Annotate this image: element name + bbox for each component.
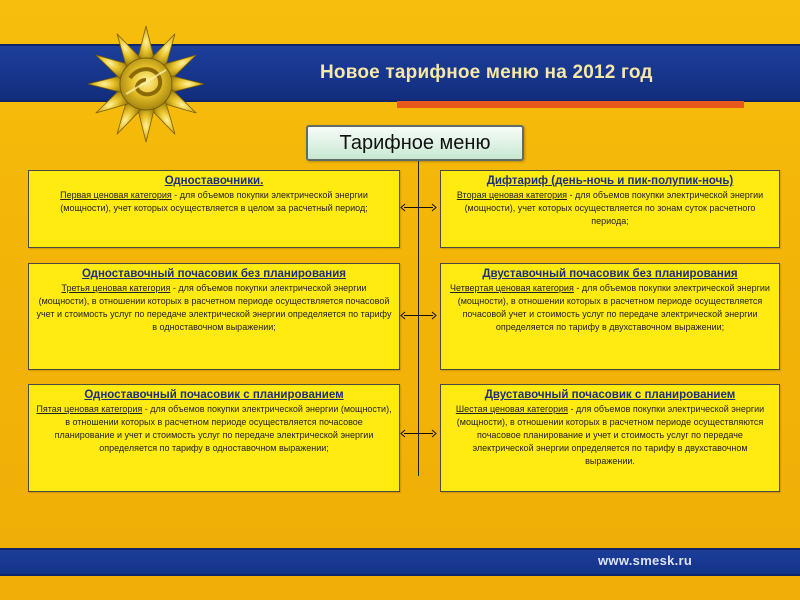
category-label: Вторая ценовая категория <box>456 190 568 200</box>
tariff-box-second-category <box>440 170 780 248</box>
category-description: - для объемов покупки электрической энергии (мощности), в отношении которых в расчетном периоде осуществляется почасовое планирование и учет и стоимость услуг по передаче электрической энергии определяется по тарифу в одноставочном выражении; <box>54 404 392 453</box>
box-text <box>35 189 393 215</box>
box-heading: Одноставочный почасовик с планированием <box>84 389 344 401</box>
category-description: - для объемов покупки электрической энергии (мощности), в отношении которых в расчетном периоде осуществляется почасовой учет и стоимость услуг по передаче электрической энергии определяется по тарифу в двухставочном выражении; <box>457 283 770 332</box>
website-link[interactable]: www.smesk.ru <box>598 553 693 568</box>
tariff-box-fifth-category <box>28 384 400 492</box>
box-text <box>35 403 393 455</box>
category-description: - для объемов покупки электрической энергии (мощности), учет которых осуществляется в целом за расчетный период; <box>60 190 368 213</box>
category-label: Шестая ценовая категория <box>455 404 569 414</box>
title-accent-line <box>397 101 744 108</box>
tariff-box-sixth-category <box>440 384 780 492</box>
box-heading: Дифтариф (день-ночь и пик-полупик-ночь) <box>486 175 734 187</box>
box-heading: Двуставочный почасовик с планированием <box>484 389 736 401</box>
category-description: - для объемов покупки электрической энергии (мощности), в отношении которых в расчетном периоде осуществляется почасовой учет и стоимость услуг по передаче электрической энергии определяется по тарифу в одноставочном выражении; <box>36 283 392 332</box>
sun-emblem-logo-icon <box>58 22 228 152</box>
double-arrow-icon <box>400 311 437 320</box>
double-arrow-icon <box>400 203 437 212</box>
category-label: Пятая ценовая категория <box>36 404 143 414</box>
category-label: Третья ценовая категория <box>61 283 171 293</box>
box-text <box>447 282 773 334</box>
tariff-box-third-category <box>28 263 400 370</box>
tariff-box-fourth-category <box>440 263 780 370</box>
page-title: Новое тарифное меню на 2012 год <box>320 62 653 83</box>
double-arrow-icon <box>400 429 437 438</box>
category-description: - для объемов покупки электрической энергии (мощности), в отношении которых в расчетном периоде осуществляются почасовое планирование и учет и стоимость услуг по передаче электрической энергии определяется по тарифу в двухставочном выражении. <box>456 404 765 466</box>
tariff-menu-title-box: Тарифное меню <box>306 125 524 161</box>
box-heading: Двуставочный почасовик без планирования <box>482 268 738 280</box>
category-label: Первая ценовая категория <box>60 190 172 200</box>
box-text <box>447 189 773 228</box>
category-label: Четвертая ценовая категория <box>450 283 574 293</box>
box-text <box>447 403 773 468</box>
box-heading: Одноставочный почасовик без планирования <box>82 268 346 280</box>
tariff-box-first-category <box>28 170 400 248</box>
category-description: - для объемов покупки электрической энергии (мощности), учет которых осуществляется по зонам суток расчетного периода; <box>464 190 764 226</box>
box-text <box>35 282 393 334</box>
box-heading: Одноставочники. <box>164 175 264 187</box>
